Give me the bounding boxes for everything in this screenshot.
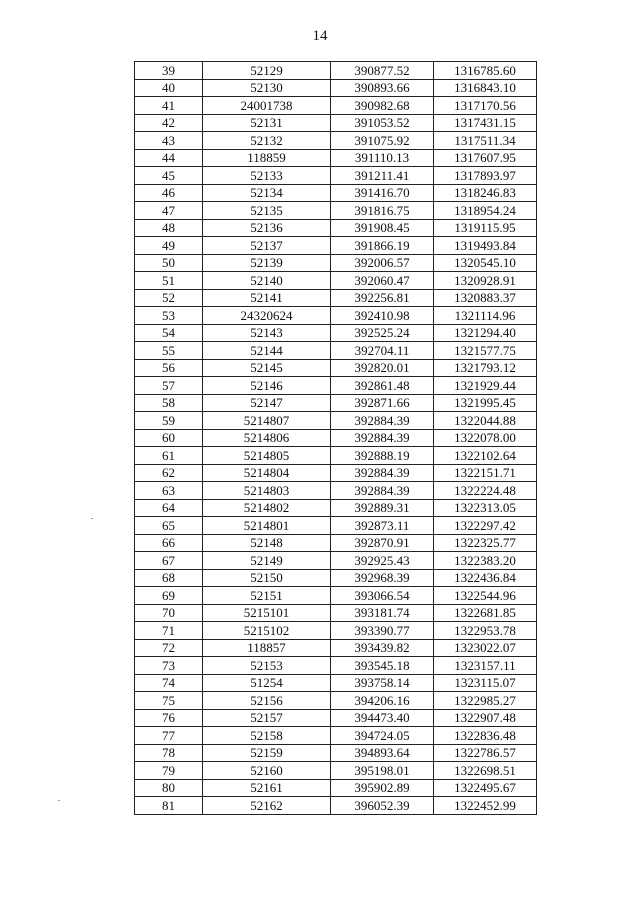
- point-id-cell: 52134: [203, 184, 331, 202]
- point-id-cell: 5214801: [203, 517, 331, 535]
- x-coordinate-cell: 394893.64: [331, 744, 434, 762]
- x-coordinate-cell: 392968.39: [331, 569, 434, 587]
- point-number-cell: 71: [135, 622, 203, 640]
- table-row: [135, 394, 537, 412]
- table-row: [135, 534, 537, 552]
- y-coordinate-cell: 1322151.71: [434, 464, 537, 482]
- point-number-cell: 46: [135, 184, 203, 202]
- y-coordinate-cell: 1319115.95: [434, 219, 537, 237]
- point-id-cell: 52132: [203, 132, 331, 150]
- y-coordinate-cell: 1322436.84: [434, 569, 537, 587]
- y-coordinate-cell: 1318954.24: [434, 202, 537, 220]
- point-number-cell: 59: [135, 412, 203, 430]
- point-id-cell: 24320624: [203, 307, 331, 325]
- x-coordinate-cell: 394724.05: [331, 727, 434, 745]
- point-id-cell: 52156: [203, 692, 331, 710]
- y-coordinate-cell: 1322383.20: [434, 552, 537, 570]
- y-coordinate-cell: 1322985.27: [434, 692, 537, 710]
- x-coordinate-cell: 391416.70: [331, 184, 434, 202]
- point-id-cell: 52153: [203, 657, 331, 675]
- point-number-cell: 69: [135, 587, 203, 605]
- x-coordinate-cell: 392873.11: [331, 517, 434, 535]
- point-number-cell: 50: [135, 254, 203, 272]
- point-number-cell: 61: [135, 447, 203, 465]
- y-coordinate-cell: 1317893.97: [434, 167, 537, 185]
- y-coordinate-cell: 1322044.88: [434, 412, 537, 430]
- point-id-cell: 52135: [203, 202, 331, 220]
- point-number-cell: 40: [135, 79, 203, 97]
- y-coordinate-cell: 1322297.42: [434, 517, 537, 535]
- point-number-cell: 57: [135, 377, 203, 395]
- point-id-cell: 52157: [203, 709, 331, 727]
- point-id-cell: 118857: [203, 639, 331, 657]
- x-coordinate-cell: 392884.39: [331, 482, 434, 500]
- point-id-cell: 52136: [203, 219, 331, 237]
- y-coordinate-cell: 1320883.37: [434, 289, 537, 307]
- x-coordinate-cell: 390893.66: [331, 79, 434, 97]
- point-id-cell: 52144: [203, 342, 331, 360]
- point-number-cell: 81: [135, 797, 203, 815]
- point-id-cell: 118859: [203, 149, 331, 167]
- table-row: [135, 412, 537, 430]
- point-id-cell: 52158: [203, 727, 331, 745]
- point-number-cell: 53: [135, 307, 203, 325]
- y-coordinate-cell: 1322953.78: [434, 622, 537, 640]
- x-coordinate-cell: 392006.57: [331, 254, 434, 272]
- table-row: [135, 167, 537, 185]
- point-number-cell: 78: [135, 744, 203, 762]
- table-row: [135, 657, 537, 675]
- point-number-cell: 42: [135, 114, 203, 132]
- table-row: [135, 359, 537, 377]
- table-row: [135, 429, 537, 447]
- point-number-cell: 56: [135, 359, 203, 377]
- point-id-cell: 52149: [203, 552, 331, 570]
- table-row: [135, 219, 537, 237]
- coordinates-table-body: [135, 62, 537, 815]
- x-coordinate-cell: 392410.98: [331, 307, 434, 325]
- table-row: [135, 552, 537, 570]
- point-id-cell: 5215102: [203, 622, 331, 640]
- point-number-cell: 66: [135, 534, 203, 552]
- y-coordinate-cell: 1317431.15: [434, 114, 537, 132]
- point-id-cell: 52131: [203, 114, 331, 132]
- point-id-cell: 52137: [203, 237, 331, 255]
- table-row: [135, 114, 537, 132]
- point-number-cell: 48: [135, 219, 203, 237]
- point-number-cell: 75: [135, 692, 203, 710]
- x-coordinate-cell: 393181.74: [331, 604, 434, 622]
- table-row: [135, 79, 537, 97]
- x-coordinate-cell: 391053.52: [331, 114, 434, 132]
- table-row: [135, 184, 537, 202]
- y-coordinate-cell: 1319493.84: [434, 237, 537, 255]
- point-number-cell: 63: [135, 482, 203, 500]
- x-coordinate-cell: 393066.54: [331, 587, 434, 605]
- table-row: [135, 377, 537, 395]
- point-number-cell: 72: [135, 639, 203, 657]
- y-coordinate-cell: 1322325.77: [434, 534, 537, 552]
- point-number-cell: 52: [135, 289, 203, 307]
- point-id-cell: 52162: [203, 797, 331, 815]
- table-row: [135, 622, 537, 640]
- table-row: [135, 447, 537, 465]
- table-row: [135, 97, 537, 115]
- point-id-cell: 5214806: [203, 429, 331, 447]
- x-coordinate-cell: 395198.01: [331, 762, 434, 780]
- point-number-cell: 47: [135, 202, 203, 220]
- y-coordinate-cell: 1322836.48: [434, 727, 537, 745]
- x-coordinate-cell: 393758.14: [331, 674, 434, 692]
- x-coordinate-cell: 391866.19: [331, 237, 434, 255]
- y-coordinate-cell: 1318246.83: [434, 184, 537, 202]
- point-number-cell: 54: [135, 324, 203, 342]
- point-id-cell: 52143: [203, 324, 331, 342]
- coordinates-table: [134, 61, 537, 815]
- point-number-cell: 39: [135, 62, 203, 80]
- point-number-cell: 51: [135, 272, 203, 290]
- y-coordinate-cell: 1317170.56: [434, 97, 537, 115]
- table-row: [135, 237, 537, 255]
- point-number-cell: 76: [135, 709, 203, 727]
- x-coordinate-cell: 393390.77: [331, 622, 434, 640]
- table-row: [135, 744, 537, 762]
- table-row: [135, 692, 537, 710]
- point-id-cell: 52141: [203, 289, 331, 307]
- table-row: [135, 674, 537, 692]
- point-id-cell: 5215101: [203, 604, 331, 622]
- y-coordinate-cell: 1323115.07: [434, 674, 537, 692]
- y-coordinate-cell: 1317511.34: [434, 132, 537, 150]
- point-id-cell: 52133: [203, 167, 331, 185]
- y-coordinate-cell: 1322698.51: [434, 762, 537, 780]
- table-row: [135, 639, 537, 657]
- y-coordinate-cell: 1322313.05: [434, 499, 537, 517]
- point-id-cell: 52145: [203, 359, 331, 377]
- point-id-cell: 52147: [203, 394, 331, 412]
- y-coordinate-cell: 1322495.67: [434, 779, 537, 797]
- x-coordinate-cell: 392889.31: [331, 499, 434, 517]
- scan-speck: [58, 800, 60, 801]
- point-id-cell: 51254: [203, 674, 331, 692]
- x-coordinate-cell: 390982.68: [331, 97, 434, 115]
- table-row: [135, 149, 537, 167]
- y-coordinate-cell: 1321929.44: [434, 377, 537, 395]
- x-coordinate-cell: 394206.16: [331, 692, 434, 710]
- x-coordinate-cell: 396052.39: [331, 797, 434, 815]
- point-id-cell: 52150: [203, 569, 331, 587]
- point-number-cell: 49: [135, 237, 203, 255]
- point-number-cell: 62: [135, 464, 203, 482]
- point-id-cell: 52160: [203, 762, 331, 780]
- y-coordinate-cell: 1316785.60: [434, 62, 537, 80]
- x-coordinate-cell: 393545.18: [331, 657, 434, 675]
- y-coordinate-cell: 1321114.96: [434, 307, 537, 325]
- point-number-cell: 73: [135, 657, 203, 675]
- y-coordinate-cell: 1322224.48: [434, 482, 537, 500]
- y-coordinate-cell: 1316843.10: [434, 79, 537, 97]
- x-coordinate-cell: 393439.82: [331, 639, 434, 657]
- x-coordinate-cell: 390877.52: [331, 62, 434, 80]
- point-number-cell: 58: [135, 394, 203, 412]
- y-coordinate-cell: 1321577.75: [434, 342, 537, 360]
- x-coordinate-cell: 392870.91: [331, 534, 434, 552]
- point-number-cell: 60: [135, 429, 203, 447]
- point-id-cell: 52148: [203, 534, 331, 552]
- y-coordinate-cell: 1320545.10: [434, 254, 537, 272]
- y-coordinate-cell: 1321294.40: [434, 324, 537, 342]
- table-row: [135, 132, 537, 150]
- y-coordinate-cell: 1322786.57: [434, 744, 537, 762]
- table-row: [135, 272, 537, 290]
- table-row: [135, 307, 537, 325]
- point-id-cell: 52129: [203, 62, 331, 80]
- table-row: [135, 517, 537, 535]
- table-row: [135, 499, 537, 517]
- x-coordinate-cell: 395902.89: [331, 779, 434, 797]
- point-id-cell: 52139: [203, 254, 331, 272]
- point-id-cell: 5214803: [203, 482, 331, 500]
- point-id-cell: 52161: [203, 779, 331, 797]
- point-number-cell: 70: [135, 604, 203, 622]
- point-id-cell: 52159: [203, 744, 331, 762]
- table-row: [135, 779, 537, 797]
- y-coordinate-cell: 1322102.64: [434, 447, 537, 465]
- table-row: [135, 482, 537, 500]
- point-id-cell: 5214807: [203, 412, 331, 430]
- y-coordinate-cell: 1322544.96: [434, 587, 537, 605]
- x-coordinate-cell: 391816.75: [331, 202, 434, 220]
- point-id-cell: 24001738: [203, 97, 331, 115]
- x-coordinate-cell: 391110.13: [331, 149, 434, 167]
- table-row: [135, 604, 537, 622]
- point-number-cell: 77: [135, 727, 203, 745]
- point-number-cell: 55: [135, 342, 203, 360]
- point-id-cell: 5214802: [203, 499, 331, 517]
- x-coordinate-cell: 392060.47: [331, 272, 434, 290]
- x-coordinate-cell: 392861.48: [331, 377, 434, 395]
- point-id-cell: 5214805: [203, 447, 331, 465]
- y-coordinate-cell: 1321995.45: [434, 394, 537, 412]
- point-number-cell: 43: [135, 132, 203, 150]
- point-number-cell: 68: [135, 569, 203, 587]
- point-number-cell: 67: [135, 552, 203, 570]
- point-number-cell: 41: [135, 97, 203, 115]
- y-coordinate-cell: 1323022.07: [434, 639, 537, 657]
- x-coordinate-cell: 394473.40: [331, 709, 434, 727]
- table-row: [135, 62, 537, 80]
- page-number: 14: [312, 28, 328, 44]
- x-coordinate-cell: 391211.41: [331, 167, 434, 185]
- table-row: [135, 254, 537, 272]
- point-number-cell: 65: [135, 517, 203, 535]
- point-id-cell: 52146: [203, 377, 331, 395]
- x-coordinate-cell: 392871.66: [331, 394, 434, 412]
- point-id-cell: 52130: [203, 79, 331, 97]
- point-id-cell: 52140: [203, 272, 331, 290]
- table-row: [135, 762, 537, 780]
- table-row: [135, 709, 537, 727]
- x-coordinate-cell: 392884.39: [331, 412, 434, 430]
- y-coordinate-cell: 1317607.95: [434, 149, 537, 167]
- x-coordinate-cell: 392820.01: [331, 359, 434, 377]
- table-row: [135, 202, 537, 220]
- table-row: [135, 289, 537, 307]
- point-id-cell: 52151: [203, 587, 331, 605]
- y-coordinate-cell: 1323157.11: [434, 657, 537, 675]
- x-coordinate-cell: 392884.39: [331, 429, 434, 447]
- x-coordinate-cell: 392925.43: [331, 552, 434, 570]
- y-coordinate-cell: 1322681.85: [434, 604, 537, 622]
- x-coordinate-cell: 391908.45: [331, 219, 434, 237]
- point-id-cell: 5214804: [203, 464, 331, 482]
- y-coordinate-cell: 1320928.91: [434, 272, 537, 290]
- y-coordinate-cell: 1322907.48: [434, 709, 537, 727]
- point-number-cell: 74: [135, 674, 203, 692]
- x-coordinate-cell: 392704.11: [331, 342, 434, 360]
- y-coordinate-cell: 1322452.99: [434, 797, 537, 815]
- point-number-cell: 45: [135, 167, 203, 185]
- x-coordinate-cell: 391075.92: [331, 132, 434, 150]
- point-number-cell: 44: [135, 149, 203, 167]
- table-row: [135, 324, 537, 342]
- table-row: [135, 727, 537, 745]
- x-coordinate-cell: 392256.81: [331, 289, 434, 307]
- x-coordinate-cell: 392525.24: [331, 324, 434, 342]
- table-row: [135, 587, 537, 605]
- point-number-cell: 64: [135, 499, 203, 517]
- point-number-cell: 80: [135, 779, 203, 797]
- y-coordinate-cell: 1322078.00: [434, 429, 537, 447]
- x-coordinate-cell: 392884.39: [331, 464, 434, 482]
- scan-speck: [91, 518, 93, 519]
- point-number-cell: 79: [135, 762, 203, 780]
- table-row: [135, 464, 537, 482]
- table-row: [135, 342, 537, 360]
- y-coordinate-cell: 1321793.12: [434, 359, 537, 377]
- x-coordinate-cell: 392888.19: [331, 447, 434, 465]
- table-row: [135, 797, 537, 815]
- table-row: [135, 569, 537, 587]
